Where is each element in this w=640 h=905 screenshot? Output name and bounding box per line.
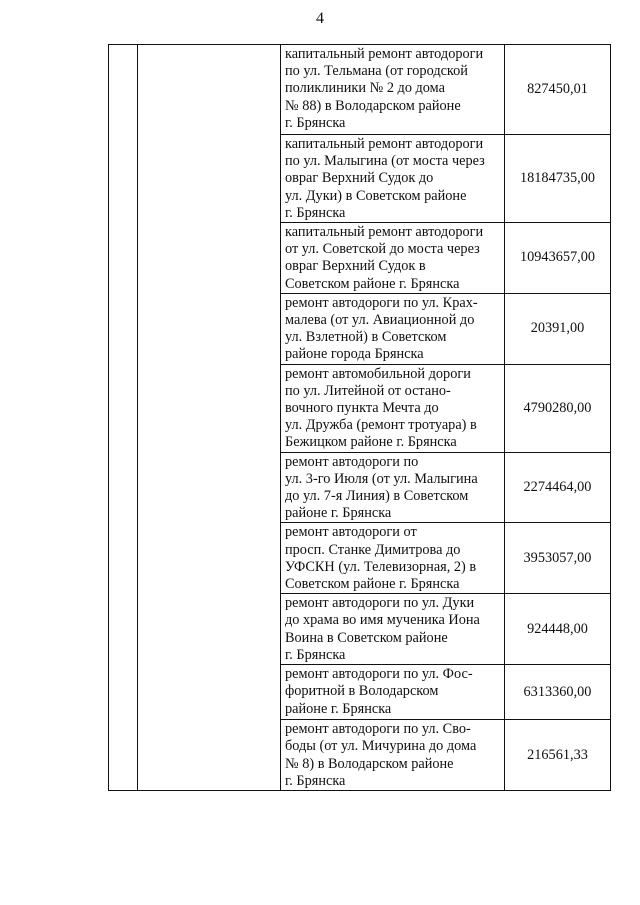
table-body: [109, 45, 611, 791]
description-line: от ул. Советской до моста через: [285, 241, 480, 258]
expenditure-table: [108, 44, 611, 791]
description-cell: [281, 665, 505, 720]
description-cell: [281, 223, 505, 294]
amount-cell: 10943657,00: [505, 223, 611, 294]
description-line: районе г. Брянска: [285, 505, 392, 522]
description-cell: [281, 594, 505, 665]
amount-cell: 18184735,00: [505, 135, 611, 223]
description-cell: [281, 45, 505, 135]
description-line: капитальный ремонт автодороги: [285, 136, 484, 152]
description-line: капитальный ремонт автодороги: [285, 224, 484, 241]
description-line: Советском районе г. Брянска: [285, 275, 460, 292]
amount-cell: 2274464,00: [505, 452, 611, 523]
description-line: ул. Дуки) в Советском районе: [285, 187, 467, 204]
description-cell: [281, 135, 505, 223]
amount-cell: 924448,00: [505, 594, 611, 665]
description-line: по ул. Литейной от остано-: [285, 382, 451, 399]
description-line: вочного пункта Мечта до: [285, 400, 439, 417]
description-line: ремонт автодороги по ул. Сво-: [285, 721, 471, 738]
description-line: районе города Брянска: [285, 346, 424, 363]
description-line: № 8) в Володарском районе: [285, 755, 454, 772]
page-number: 4: [316, 10, 324, 27]
description-cell: [281, 293, 505, 364]
description-line: ремонт автомобильной дороги: [285, 365, 471, 382]
amount-cell: 216561,33: [505, 720, 611, 791]
description-line: ремонт автодороги по: [285, 453, 419, 470]
description-line: г. Брянска: [285, 114, 346, 131]
description-line: г. Брянска: [285, 772, 346, 789]
description-line: ремонт автодороги от: [285, 524, 417, 541]
amount-cell: 20391,00: [505, 293, 611, 364]
description-line: ул. 3-го Июля (от ул. Малыгина: [285, 470, 478, 487]
amount-cell: 6313360,00: [505, 665, 611, 720]
description-line: Советском районе г. Брянска: [285, 576, 460, 593]
description-line: Бежицком районе г. Брянска: [285, 434, 457, 451]
amount-cell: 4790280,00: [505, 364, 611, 452]
description-line: до храма во имя мученика Иона: [285, 612, 480, 629]
description-line: ул. Дружба (ремонт тротуара) в: [285, 417, 477, 434]
description-line: боды (от ул. Мичурина до дома: [285, 738, 477, 755]
table-row: [109, 45, 611, 135]
description-line: поликлиники № 2 до дома: [285, 80, 445, 97]
empty-cell-program: [138, 45, 281, 791]
description-line: по ул. Малыгина (от моста через: [285, 153, 485, 170]
description-cell: [281, 523, 505, 594]
description-line: районе г. Брянска: [285, 700, 392, 717]
description-cell: [281, 364, 505, 452]
empty-cell-number: [109, 45, 138, 791]
description-line: до ул. 7-я Линия) в Советском: [285, 488, 469, 505]
description-line: овраг Верхний Судок в: [285, 258, 426, 275]
description-line: г. Брянска: [285, 646, 346, 663]
description-line: ул. Взлетной) в Советском: [285, 329, 447, 346]
description-line: ремонт автодороги по ул. Фос-: [285, 666, 473, 683]
description-line: малева (от ул. Авиационной до: [285, 312, 475, 329]
description-line: овраг Верхний Судок до: [285, 170, 434, 187]
description-line: г. Брянска: [285, 204, 346, 221]
description-line: ремонт автодороги по ул. Крах-: [285, 294, 478, 311]
description-line: Воина в Советском районе: [285, 629, 448, 646]
description-line: просп. Станке Димитрова до: [285, 541, 461, 558]
description-line: капитальный ремонт автодороги: [285, 46, 484, 62]
description-line: ремонт автодороги по ул. Дуки: [285, 595, 475, 612]
description-line: форитной в Володарском: [285, 683, 439, 700]
description-line: УФСКН (ул. Телевизорная, 2) в: [285, 558, 477, 575]
amount-cell: 827450,01: [505, 45, 611, 135]
description-line: № 88) в Володарском районе: [285, 97, 461, 114]
amount-cell: 3953057,00: [505, 523, 611, 594]
description-cell: [281, 452, 505, 523]
description-cell: [281, 720, 505, 791]
description-line: по ул. Тельмана (от городской: [285, 63, 468, 80]
